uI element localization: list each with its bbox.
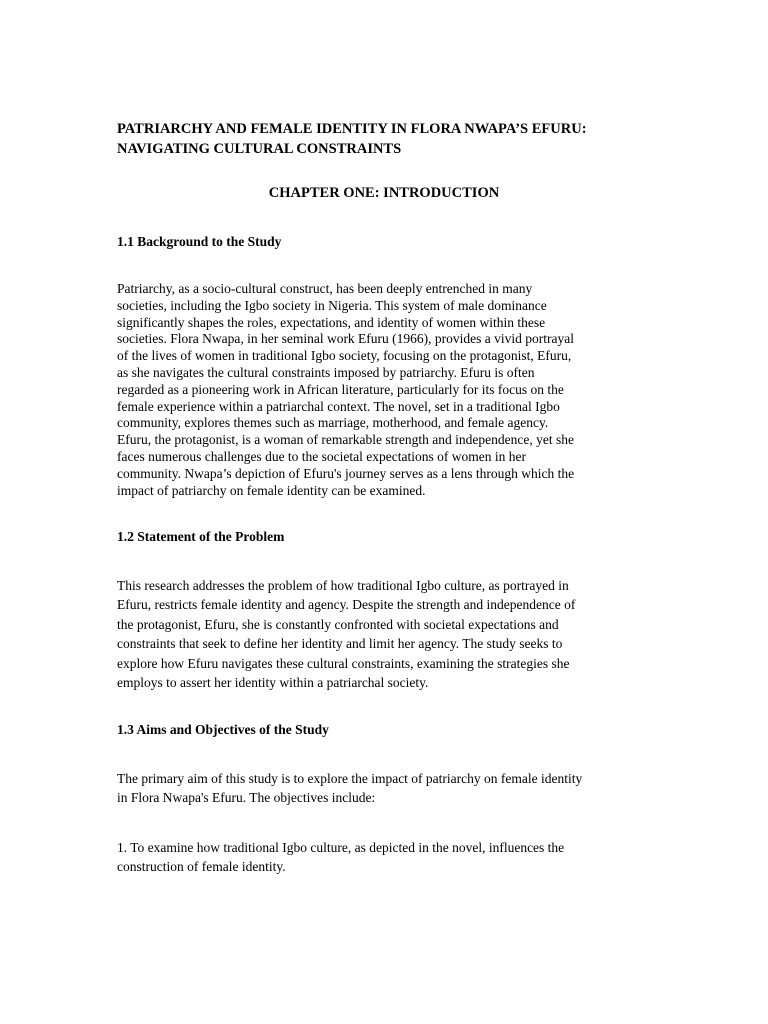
text-line: explore how Efuru navigates these cultural constraints, examining the strategies she (117, 655, 570, 671)
problem-paragraph (117, 576, 657, 692)
text-line: regarded as a pioneering work in African literature, particularly for its focus on the (117, 381, 564, 397)
text-line: construction of female identity. (117, 859, 286, 875)
text-line: societies, including the Igbo society in Nigeria. This system of male dominance (117, 297, 547, 313)
text-line: in Flora Nwapa's Efuru. The objectives include: (117, 790, 376, 806)
text-line: 1. To examine how traditional Igbo culture, as depicted in the novel, influences the (117, 840, 565, 855)
text-line: significantly shapes the roles, expectations, and identity of women within these (117, 314, 546, 330)
text-line: female experience within a patriarchal context. The novel, set in a traditional Igbo (117, 398, 560, 414)
text-line: constraints that seek to define her identity and limit her agency. The study seeks to (117, 636, 563, 652)
text-line: impact of patriarchy on female identity can be examined. (117, 482, 426, 498)
section-heading-aims: 1.3 Aims and Objectives of the Study (117, 722, 329, 737)
text-line: Efuru, restricts female identity and agency. Despite the strength and independence of (117, 597, 576, 613)
text-line: the protagonist, Efuru, she is constantly confronted with societal expectations and (117, 616, 559, 632)
text-line: faces numerous challenges due to the societal expectations of women in her (117, 448, 526, 464)
chapter-heading: CHAPTER ONE: INTRODUCTION (268, 185, 500, 201)
text-line: The primary aim of this study is to explore the impact of patriarchy on female identity (117, 771, 583, 786)
text-line: Efuru, the protagonist, is a woman of remarkable strength and independence, yet she (117, 432, 574, 448)
objective-item-1 (117, 838, 657, 877)
text-line: as she navigates the cultural constraints imposed by patriarchy. Efuru is often (117, 364, 535, 380)
section-heading-problem: 1.2 Statement of the Problem (117, 529, 285, 544)
text-line: of the lives of women in traditional Igbo society, focusing on the protagonist, Efuru, (117, 348, 572, 364)
title-line: PATRIARCHY AND FEMALE IDENTITY IN FLORA NWAPA’S EFURU: (117, 121, 587, 137)
text-line: societies. Flora Nwapa, in her seminal work Efuru (1966), provides a vivid portrayal (117, 331, 575, 347)
text-line: community. Nwapa’s depiction of Efuru's journey serves as a lens through which the (117, 465, 575, 481)
text-line: employs to assert her identity within a patriarchal society. (117, 675, 429, 691)
title-line: NAVIGATING CULTURAL CONSTRAINTS (117, 141, 402, 157)
background-paragraph (117, 281, 657, 499)
text-line: Patriarchy, as a socio-cultural construct, has been deeply entrenched in many (117, 281, 533, 296)
section-heading-background: 1.1 Background to the Study (117, 234, 282, 249)
document-title (117, 119, 677, 159)
text-line: This research addresses the problem of how traditional Igbo culture, as portrayed in (117, 578, 569, 593)
text-line: community, explores themes such as marriage, motherhood, and female agency. (117, 415, 549, 431)
aims-paragraph (117, 769, 657, 808)
